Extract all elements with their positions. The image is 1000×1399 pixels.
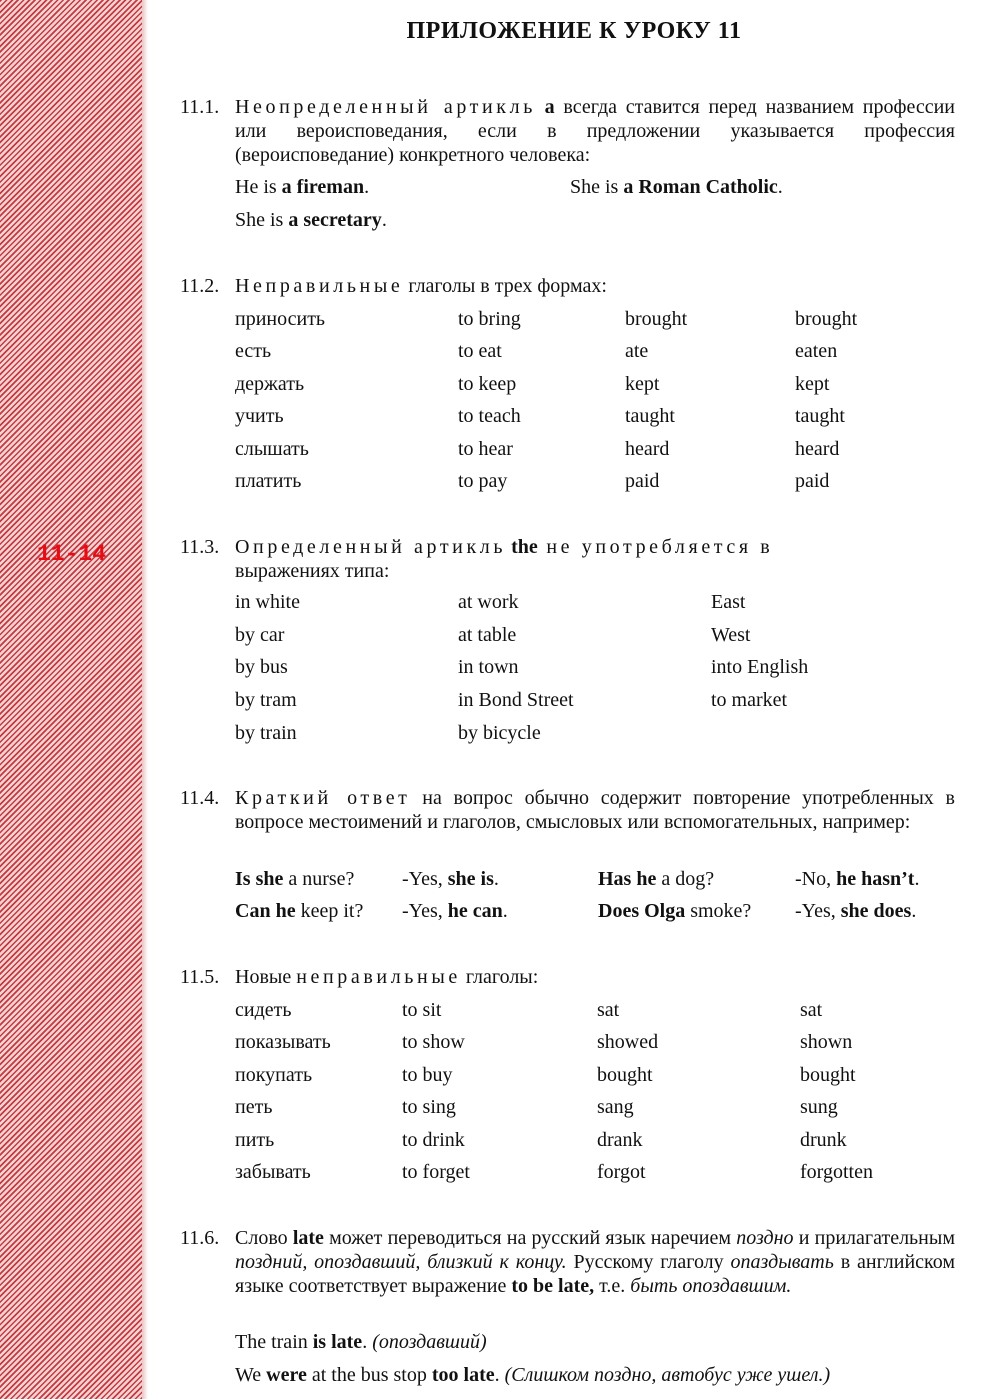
section-text — [235, 274, 955, 298]
section-11-2 — [180, 274, 955, 504]
example-row — [235, 1363, 955, 1393]
example: She is a secretary. — [235, 209, 387, 231]
expression-row: by tram in Bond Street to market — [235, 689, 788, 711]
term: Неправильные — [235, 275, 404, 297]
rule-text: выражениях типа: — [235, 560, 390, 582]
answer: -Yes, she is. — [402, 868, 499, 890]
example: The train is late. (опоздавший) — [235, 1331, 487, 1353]
rule-text: глаголы: — [460, 966, 539, 988]
verb-row: держать to keep kept kept — [235, 373, 830, 395]
section-11-1 — [180, 95, 955, 240]
qa-row — [235, 867, 955, 897]
example: We were at the bus stop too late. (Слишком поздно, автобус уже ушел.) — [235, 1364, 831, 1386]
article: a — [544, 96, 555, 118]
verb-row: петь to sing sang sung — [235, 1096, 838, 1118]
section-number: 11.6. — [180, 1227, 220, 1249]
section-number: 11.5. — [180, 966, 220, 988]
section-text — [235, 965, 955, 989]
verb-row: показывать to show showed shown — [235, 1031, 853, 1053]
answer: -Yes, she does. — [795, 900, 917, 922]
expression-row: in white at work East — [235, 591, 746, 613]
rule-text: Новые — [235, 966, 297, 988]
section-number: 11.4. — [180, 787, 220, 809]
verb-row: забывать to forget forgot forgotten — [235, 1161, 873, 1183]
term: не употребляется в — [546, 536, 774, 558]
rule-text: всегда ставится перед названием профессии или вероисповедания, если в предложении указывается профессия (вероисповедание) конкретного человека: — [235, 96, 955, 166]
verb-row: пить to drink drank drunk — [235, 1129, 847, 1151]
section-text — [235, 535, 955, 583]
question: Can he keep it? — [235, 900, 364, 922]
term: Неопределенный артикль — [235, 96, 536, 118]
section-number: 11.3. — [180, 536, 220, 558]
section-11-3 — [180, 535, 955, 750]
verb-row: есть to eat ate eaten — [235, 340, 838, 362]
decorative-stripe — [0, 0, 142, 1399]
expression-row: by train by bicycle — [235, 722, 541, 744]
article: the — [511, 536, 538, 558]
verb-row: покупать to buy bought bought — [235, 1064, 856, 1086]
section-text: Слово late может переводиться на русский язык наречием поздно и прилагательным поздний, опоздавший, близкий к концу. Русскому глаголу опаздывать в английском языке соответствует выражение to be late, т.е. быть опоздавшим. — [235, 1227, 956, 1297]
term: Краткий ответ — [235, 787, 411, 809]
example-row — [235, 208, 955, 238]
term: неправильные — [296, 966, 461, 988]
question: Does Olga smoke? — [598, 900, 752, 922]
qa-row — [235, 899, 955, 929]
section-11-4 — [180, 786, 955, 931]
section-number: 11.2. — [180, 275, 220, 297]
answer: -Yes, he can. — [402, 900, 508, 922]
question: Has he a dog? — [598, 868, 715, 890]
rule-text: глаголы в трех формах: — [403, 275, 607, 297]
example-row — [235, 1330, 955, 1360]
example: He is a fireman. — [235, 176, 370, 198]
example: She is a Roman Catholic. — [570, 176, 783, 198]
term: Определенный артикль — [235, 536, 507, 558]
verb-row: сидеть to sit sat sat — [235, 999, 823, 1021]
example-row — [235, 175, 955, 205]
section-11-5 — [180, 965, 955, 1195]
section-text — [235, 95, 955, 167]
verb-row: учить to teach taught taught — [235, 405, 845, 427]
rule-text: на вопрос обычно содержит повторение употребленных в вопросе местоимений и глаголов, смысловых или вспомогательных, например: — [235, 787, 955, 833]
expression-row: by bus in town into English — [235, 656, 809, 678]
expression-row: by car at table West — [235, 624, 751, 646]
verb-row: платить to pay paid paid — [235, 470, 830, 492]
verb-row: приносить to bring brought brought — [235, 308, 858, 330]
section-number: 11.1. — [180, 96, 220, 118]
chapter-range-label: 11-14 — [37, 541, 107, 567]
verb-row: слышать to hear heard heard — [235, 438, 840, 460]
question: Is she a nurse? — [235, 868, 355, 890]
answer: -No, he hasn’t. — [795, 868, 920, 890]
section-11-6 — [180, 1226, 955, 1391]
section-text — [235, 786, 955, 834]
stripe-edge — [142, 0, 148, 1399]
page-title: ПРИЛОЖЕНИЕ К УРОКУ 11 — [406, 18, 742, 44]
